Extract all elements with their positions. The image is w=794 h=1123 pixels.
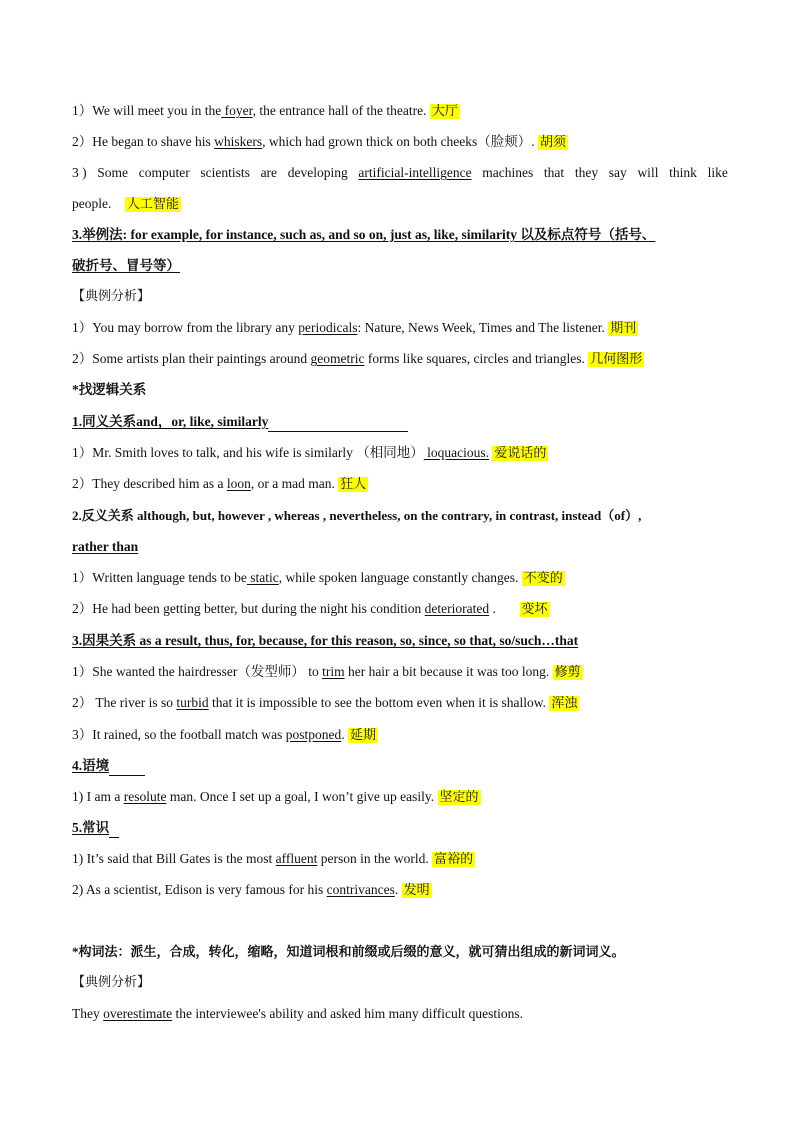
- meaning-highlight: 发明: [403, 883, 430, 898]
- keyword: artificial-intelligence: [358, 165, 472, 180]
- keyword: overestimate: [103, 1006, 173, 1021]
- keyword: resolute: [123, 789, 167, 804]
- keyword: turbid: [176, 695, 209, 710]
- keyword: trim: [322, 664, 345, 679]
- example-line-contrivances: 2) As a scientist, Edison is very famous for his contrivances. 发明: [72, 882, 430, 898]
- keyword: loon: [226, 476, 251, 491]
- example-line-deteriorated: 2）He had been getting better, but during the night his condition deteriorated . 变坏: [72, 601, 548, 617]
- example-line-geometric: 2）Some artists plan their paintings around geometric forms like squares, circles and triangles. 几何图形: [72, 351, 643, 367]
- example-line-affluent: 1) It’s said that Bill Gates is the most affluent person in the world. 富裕的: [72, 851, 474, 867]
- keyword: static: [246, 570, 279, 585]
- example-line-loquacious: 1）Mr. Smith loves to talk, and his wife is similarly （相同地） loquacious. 爱说话的: [72, 445, 547, 461]
- example-line-foyer: 1）We will meet you in the foyer, the entrance hall of the theatre. 大厅: [72, 103, 458, 119]
- example-line-periodicals: 1）You may borrow from the library any periodicals: Nature, News Week, Times and The listener. 期刊: [72, 320, 637, 336]
- heading-cause-effect: 3.因果关系 as a result, thus, for, because, for this reason, so, since, so that, so/such…that: [72, 633, 579, 648]
- section-title-word-formation: *构词法：派生，合成，转化，缩略，知道词根和前缀或后缀的意义，就可猜出组成的新词词义。: [72, 944, 625, 959]
- example-line-postponed: 3）It rained, so the football match was postponed. 延期: [72, 727, 376, 743]
- keyword: geometric: [310, 351, 365, 366]
- section-heading-examples: 3.举例法: for example, for instance, such as, and so on, just as, like, similarity 以及标点符号（括号、: [72, 227, 656, 242]
- meaning-highlight: 人工智能: [126, 197, 179, 212]
- example-line-resolute: 1) I am a resolute man. Once I set up a goal, I won’t give up easily. 坚定的: [72, 789, 479, 805]
- example-line-ai: 3 ) Some computer scientists are developing artificial-intelligence machines that they say will think like: [72, 163, 728, 183]
- section-title-logic: *找逻辑关系: [72, 382, 147, 397]
- meaning-highlight: 浑浊: [551, 696, 578, 711]
- keyword: loquacious.: [423, 445, 489, 460]
- meaning-highlight: 爱说话的: [494, 446, 547, 461]
- analysis-label: 【典例分析】: [72, 289, 151, 304]
- meaning-highlight: 坚定的: [439, 790, 479, 805]
- meaning-highlight: 延期: [349, 728, 376, 743]
- example-line-trim: 1）She wanted the hairdresser（发型师） to trim her hair a bit because it was too long. 修剪: [72, 664, 581, 680]
- keyword: deteriorated: [424, 601, 490, 616]
- keyword: contrivances: [326, 882, 395, 897]
- example-line-ai-cont: people. 人工智能: [72, 196, 179, 212]
- keyword: affluent: [275, 851, 318, 866]
- meaning-highlight: 大厅: [431, 104, 458, 119]
- example-line-overestimate: They overestimate the interviewee's ability and asked him many difficult questions.: [72, 1006, 523, 1021]
- meaning-highlight: 狂人: [340, 477, 367, 492]
- keyword: periodicals: [298, 320, 358, 335]
- heading-synonym: 1.同义关系and，or, like, similarly: [72, 412, 728, 432]
- meaning-highlight: 期刊: [610, 321, 637, 336]
- heading-antonym: 2.反义关系 although, but, however , whereas , nevertheless, on the contrary, in contrast, instead（of）,: [72, 508, 642, 523]
- heading-common-sense: 5.常识: [72, 818, 728, 838]
- meaning-highlight: 胡须: [540, 135, 567, 150]
- meaning-highlight: 变坏: [521, 602, 548, 617]
- keyword: postponed: [285, 727, 342, 742]
- example-line-loon: 2）They described him as a loon, or a mad man. 狂人: [72, 476, 367, 492]
- example-line-whiskers: 2）He began to shave his whiskers, which had grown thick on both cheeks（脸颊）. 胡须: [72, 134, 567, 150]
- example-line-turbid: 2） The river is so turbid that it is impossible to see the bottom even when it is shallow. 浑浊: [72, 695, 578, 711]
- example-line-static: 1）Written language tends to be static, while spoken language constantly changes. 不变的: [72, 570, 563, 586]
- heading-antonym-cont: rather than: [72, 539, 139, 554]
- heading-context: 4.语境: [72, 756, 728, 776]
- section-heading-examples-cont: 破折号、冒号等）: [72, 258, 180, 273]
- meaning-highlight: 不变的: [523, 571, 563, 586]
- analysis-label-2: 【典例分析】: [72, 975, 151, 990]
- meaning-highlight: 修剪: [554, 665, 581, 680]
- keyword: whiskers: [214, 134, 263, 149]
- meaning-highlight: 富裕的: [434, 852, 474, 867]
- keyword: foyer: [221, 103, 253, 118]
- meaning-highlight: 几何图形: [590, 352, 643, 367]
